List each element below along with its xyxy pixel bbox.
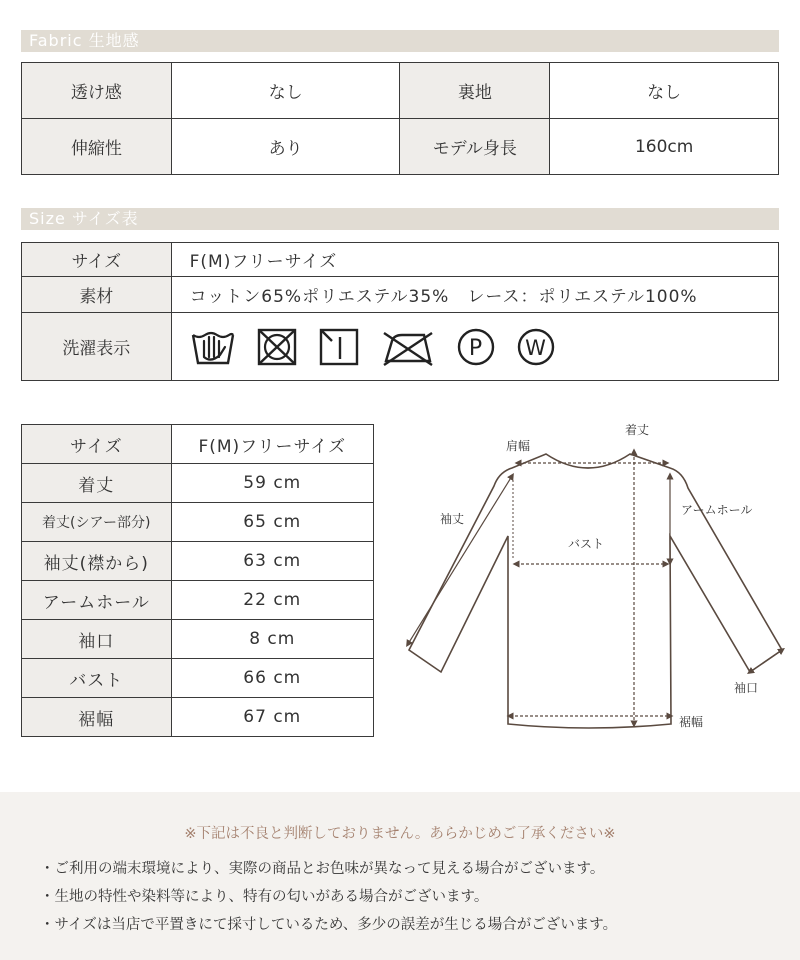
length-label: 着丈: [625, 423, 650, 437]
cuff-line: [750, 650, 782, 672]
fabric-value: なし: [550, 63, 779, 119]
measurement-table: [21, 424, 374, 737]
size-section-header: Size サイズ表: [21, 208, 779, 230]
list-item: ・ご利用の端末環境により、実際の商品とお色味が異なって見える場合がございます。: [40, 861, 605, 877]
fabric-section-header: Fabric 生地感: [21, 30, 779, 52]
table-row: [22, 503, 374, 542]
care-icons: [190, 327, 778, 367]
cuff-label: 袖口: [734, 681, 759, 695]
table-row: [22, 464, 374, 503]
dry-clean-p-icon: [456, 327, 496, 367]
fabric-label: 透け感: [22, 63, 172, 119]
measure-header-label: サイズ: [22, 425, 172, 464]
material-value: コットン65%ポリエステル35% レース：ポリエステル100%: [171, 277, 778, 313]
measure-label: 着丈: [22, 464, 172, 503]
table-row: [22, 581, 374, 620]
fabric-label: 伸縮性: [22, 119, 172, 175]
shoulder-width-label: 肩幅: [506, 439, 531, 453]
measure-value: 22 cm: [171, 581, 373, 620]
measure-label: 袖丈(襟から): [22, 542, 172, 581]
notes-panel: [0, 792, 800, 960]
garment-outline: [409, 454, 782, 728]
table-row: [22, 425, 374, 464]
fabric-value: あり: [171, 119, 400, 175]
garment-diagram: [398, 410, 788, 740]
bust-label: バスト: [568, 537, 605, 551]
measure-value: 65 cm: [171, 503, 373, 542]
measure-header-value: F(M)フリーサイズ: [171, 425, 373, 464]
hem-width-label: 裾幅: [679, 715, 704, 729]
measure-value: 8 cm: [171, 620, 373, 659]
care-label: 洗濯表示: [22, 313, 172, 381]
care-icons-cell: [171, 313, 778, 381]
list-item: ・生地の特性や染料等により、特有の匂いがある場合がございます。: [40, 889, 489, 905]
sleeve-length-label: 袖丈: [440, 512, 465, 526]
list-item: ・サイズは当店で平置きにて採寸しているため、多少の誤差が生じる場合がございます。: [40, 917, 618, 933]
table-row: [22, 277, 779, 313]
dry-clean-letter: P: [468, 335, 483, 361]
hand-wash-icon: [190, 327, 236, 367]
measure-value: 67 cm: [171, 698, 373, 737]
material-label: 素材: [22, 277, 172, 313]
measure-label: 袖口: [22, 620, 172, 659]
size-value: F(M)フリーサイズ: [171, 243, 778, 277]
wet-clean-letter: W: [524, 335, 547, 360]
armhole-label: アームホール: [681, 503, 753, 517]
measure-label: バスト: [22, 659, 172, 698]
table-row: [22, 698, 374, 737]
table-row: [22, 63, 779, 119]
no-tumble-dry-icon: [256, 327, 298, 367]
fabric-value: 160cm: [550, 119, 779, 175]
notes-heading: ※下記は不良と判断しておりません。あらかじめご了承ください※: [184, 826, 616, 842]
size-info-table: [21, 242, 779, 381]
table-row: [22, 119, 779, 175]
fabric-label: 裏地: [400, 63, 550, 119]
size-label: サイズ: [22, 243, 172, 277]
table-row: [22, 243, 779, 277]
measure-label: アームホール: [22, 581, 172, 620]
fabric-table: [21, 62, 779, 175]
fabric-value: なし: [171, 63, 400, 119]
no-iron-icon: [380, 327, 436, 367]
table-row: [22, 620, 374, 659]
wet-clean-w-icon: [516, 327, 556, 367]
measure-label: 裾幅: [22, 698, 172, 737]
table-row: [22, 659, 374, 698]
measure-label: 着丈(シアー部分): [22, 503, 172, 542]
table-row: [22, 542, 374, 581]
measure-value: 63 cm: [171, 542, 373, 581]
measure-value: 59 cm: [171, 464, 373, 503]
measure-value: 66 cm: [171, 659, 373, 698]
notes-list: [40, 858, 617, 942]
line-dry-icon: [318, 327, 360, 367]
table-row: [22, 313, 779, 381]
fabric-label: モデル身長: [400, 119, 550, 175]
